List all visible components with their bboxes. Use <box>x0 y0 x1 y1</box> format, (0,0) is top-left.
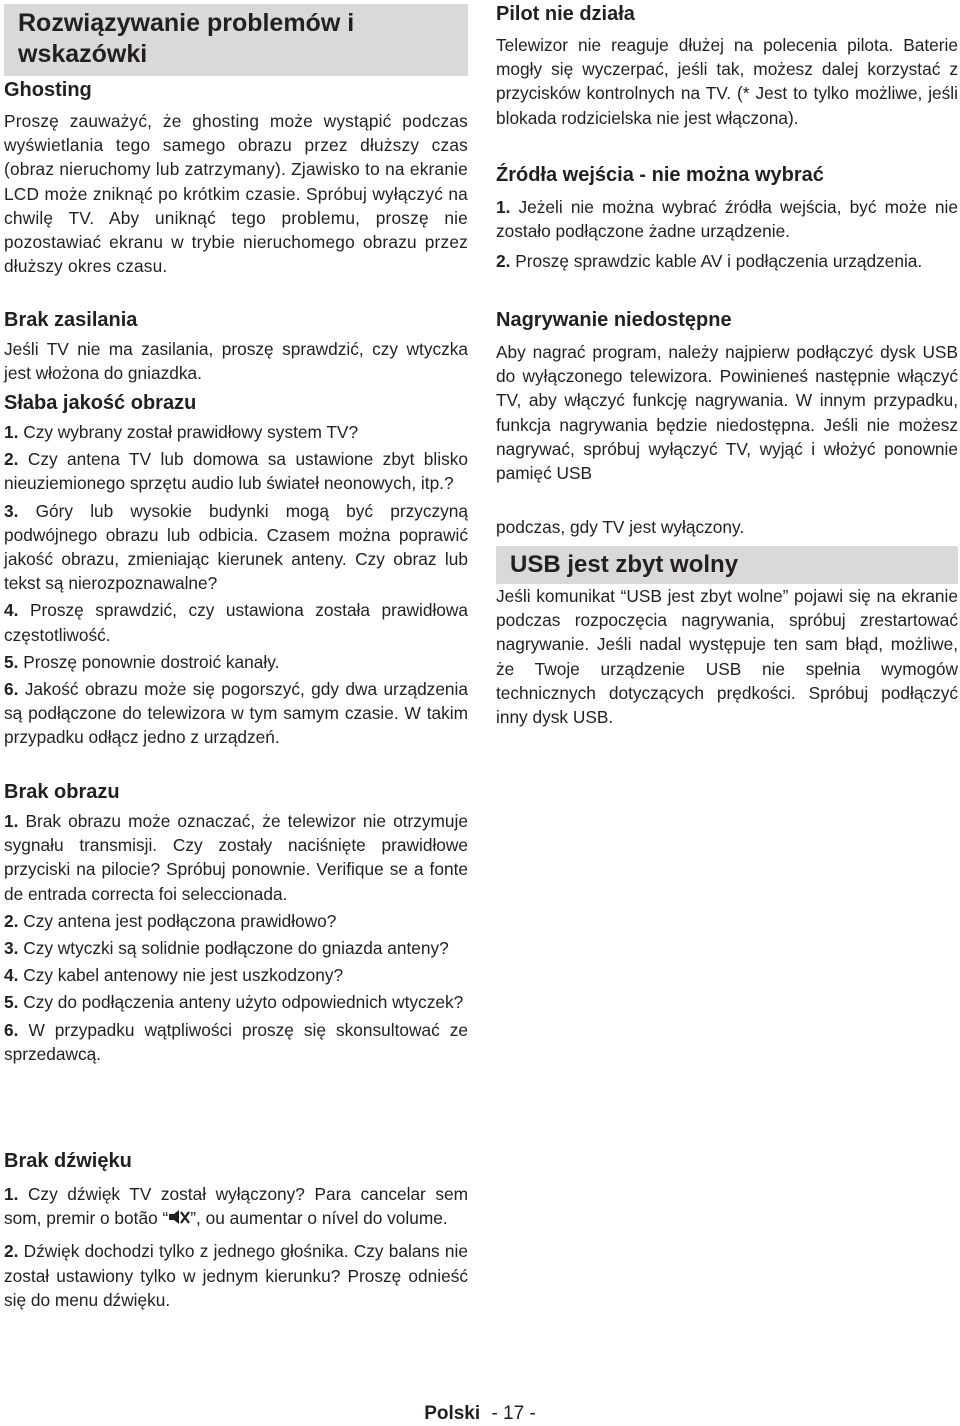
quality-item-1: 1. Czy wybrany został prawidłowy system TV? <box>4 422 359 442</box>
sources-item-1: 1. Jeżeli nie można wybrać źródła wejścia, być może nie zostało podłączone żadne urządzenie. <box>496 197 958 242</box>
page-title: Rozwiązywanie problemów i wskazówki <box>4 4 468 76</box>
ghosting-text: Proszę zauważyć, że ghosting może wystąpić podczas wyświetlania tego samego obrazu przez dłuższy czas (obraz nieruchomy lub zatrzymany). Zjawisko to na ekranie LCD może zniknąć po krótkim czasie. Spróbuj wyłączyć na chwilę TV. Aby uniknąć tego problemu, proszę nie pozostawiać ekranu w trybie nieruchomego obrazu przez dłuższy okres czasu. <box>4 111 468 277</box>
no-picture-item-4: 4. Czy kabel antenowy nie jest uszkodzony? <box>4 965 344 986</box>
no-sound-item-1: 1. Czy dźwięk TV został wyłączony? Para cancelar sem som, premir o botão “ ”, ou aumentar o nível do volume. <box>4 1182 468 1232</box>
no-picture-item-5: 5. Czy do podłączenia anteny użyto odpowiednich wtyczek? <box>4 992 464 1013</box>
no-picture-heading: Brak obrazu <box>4 781 120 803</box>
recording-text: Aby nagrać program, należy najpierw podłączyć dysk USB do wyłączonego telewizora. Powinieneś następnie włączyć TV, aby włączyć funkcję nagrywania. W innym przypadku, funkcja nagrywania będzie niedostępna. Jeśli nie możesz nagrywać, spróbuj wyłączyć TV, wyjąć i włożyć ponownie pamięć USB <box>496 342 958 484</box>
mute-icon <box>168 1208 190 1232</box>
no-sound-list <box>4 1182 468 1312</box>
remote-heading: Pilot nie działa <box>496 3 635 25</box>
recording-text-2: podczas, gdy TV jest wyłączony. <box>496 517 745 537</box>
usb-heading: USB jest zbyt wolny <box>496 546 958 584</box>
no-picture-item-1: 1. Brak obrazu może oznaczać, że telewizor nie otrzymuje sygnału transmisji. Czy zostały naciśnięte prawidłowe przyciski na pilocie? Spróbuj ponownie. Verifique se a fonte de entrada correcta foi seleccionada. <box>4 811 468 904</box>
footer-language: Polski <box>424 1403 481 1424</box>
ghosting-heading: Ghosting <box>4 79 92 101</box>
sources-heading: Źródła wejścia - nie można wybrać <box>496 164 824 186</box>
page-number: - 17 - <box>491 1403 536 1424</box>
no-picture-item-3: 3. Czy wtyczki są solidnie podłączone do gniazda anteny? <box>4 938 449 959</box>
quality-item-3: 3. Góry lub wysokie budynki mogą być przyczyną podwójnego obrazu lub odbicia. Czasem można poprawić jakość obrazu, zmieniając kierunek anteny. Czy obraz lub tekst są nierozpoznawalne? <box>4 500 468 594</box>
quality-item-4: 4. Proszę sprawdzić, czy ustawiona została prawidłowa częstotliwość. <box>4 600 468 645</box>
no-picture-list <box>4 809 468 1066</box>
quality-item-5: 5. Proszę ponownie dostroić kanały. <box>4 651 280 672</box>
power-text: Jeśli TV nie ma zasilania, proszę sprawdzić, czy wtyczka jest włożona do gniazdka. <box>4 339 468 384</box>
usb-text: Jeśli komunikat “USB jest zbyt wolne” pojawi się na ekranie podczas rozpoczęcia nagrywania, spróbuj zrestartować nagrywanie. Jeśli nadal występuje ten sam błąd, możliwe, że Twoje urządzenie USB nie spełnia wymogów technicznych dotyczących prędkości. Spróbuj podłączyć inny dysk USB. <box>496 586 958 728</box>
page-footer <box>0 1402 960 1426</box>
no-sound-item-2: 2. Dźwięk dochodzi tylko z jednego głośnika. Czy balans nie został ustawiony tylko w jednym kierunku? Proszę odnieść się do menu dźwięku. <box>4 1241 468 1310</box>
quality-list <box>4 420 468 750</box>
no-picture-item-6: 6. W przypadku wątpliwości proszę się skonsultować ze sprzedawcą. <box>4 1019 468 1064</box>
power-heading: Brak zasilania <box>4 309 138 331</box>
no-sound-heading: Brak dźwięku <box>4 1150 132 1172</box>
quality-item-6: 6. Jakość obrazu może się pogorszyć, gdy dwa urządzenia są podłączone do telewizora w tym samym czasie. W takim przypadku odłącz jedno z urządzeń. <box>4 679 468 748</box>
quality-item-2: 2. Czy antena TV lub domowa sa ustawione zbyt blisko nieuziemionego sprzętu audio lub świateł neonowych, itp.? <box>4 449 468 494</box>
sources-item-2: 2. Proszę sprawdzic kable AV i podłączenia urządzenia. <box>496 251 923 272</box>
sources-list <box>496 195 958 274</box>
quality-heading: Słaba jakość obrazu <box>4 392 197 414</box>
recording-heading: Nagrywanie niedostępne <box>496 309 732 331</box>
remote-text: Telewizor nie reaguje dłużej na polecenia pilota. Baterie mogły się wyczerpać, jeśli tak, możesz dalej korzystać z przycisków kontrolnych na TV. (* Jest to tylko możliwe, jeśli blokada rodzicielska nie jest włączona). <box>496 35 958 128</box>
no-picture-item-2: 2. Czy antena jest podłączona prawidłowo? <box>4 910 337 931</box>
